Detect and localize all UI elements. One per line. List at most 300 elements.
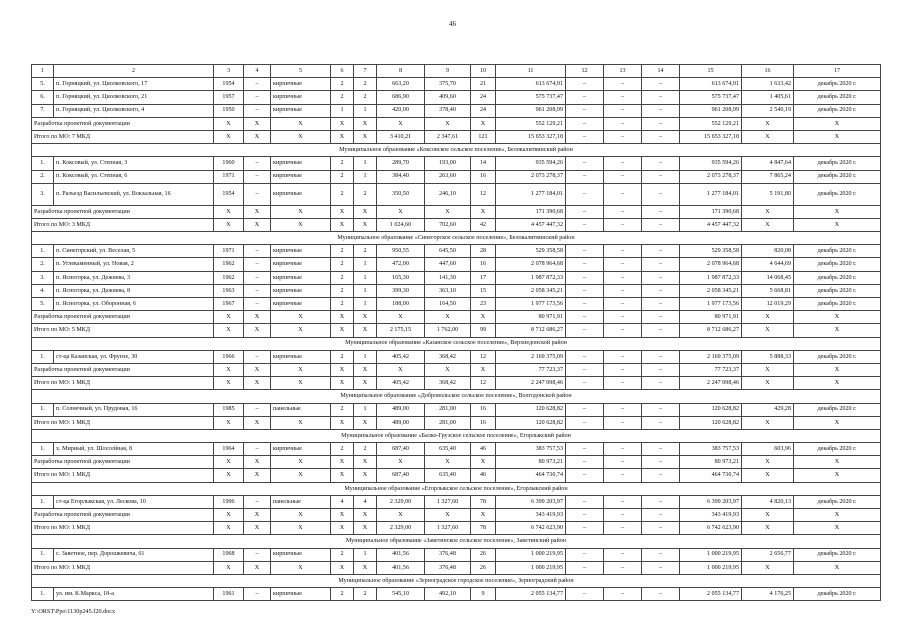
c6-cell: 2 — [331, 183, 354, 205]
c12-cell: – — [566, 284, 604, 297]
row-number-cell: 7. — [32, 104, 54, 117]
c10-cell: 15 — [471, 284, 496, 297]
c13-cell: – — [604, 130, 642, 143]
c8-cell: 472,00 — [377, 258, 425, 271]
x-cell: X — [244, 117, 271, 130]
c13-cell: – — [604, 548, 642, 561]
x-cell: X — [377, 456, 425, 469]
x-cell: X — [271, 377, 331, 390]
x-cell: X — [794, 130, 881, 143]
c6-cell: 4 — [331, 495, 354, 508]
c16-cell: 4 644,69 — [742, 258, 794, 271]
col4-cell: – — [244, 91, 271, 104]
c7-cell: 1 — [354, 157, 377, 170]
living-area-cell: 2 347,61 — [425, 130, 471, 143]
x-cell: X — [271, 561, 331, 574]
cost-cell: 77 723,37 — [496, 363, 566, 376]
col4-cell: – — [244, 258, 271, 271]
year-cell: 1960 — [214, 157, 244, 170]
building-row — [32, 350, 881, 363]
c11-cell: 6 399 203,97 — [496, 495, 566, 508]
c16-cell: 2 656,77 — [742, 548, 794, 561]
c12-cell: – — [566, 509, 604, 522]
c9-cell: 409,60 — [425, 91, 471, 104]
x-cell: X — [271, 218, 331, 231]
c16-cell: 1 405,61 — [742, 91, 794, 104]
x-cell: X — [354, 311, 377, 324]
x-cell: X — [214, 522, 244, 535]
living-area-cell: 635,40 — [425, 469, 471, 482]
cost-cell: 1 000 219,95 — [496, 561, 566, 574]
year-cell: 1967 — [214, 298, 244, 311]
subtotal-label: Итого по МО: 1 МКД — [32, 416, 214, 429]
project-docs-label: Разработка проектной документации — [32, 205, 214, 218]
x-cell: X — [742, 218, 794, 231]
deadline-cell: декабрь 2020 г. — [794, 183, 881, 205]
x-cell: X — [271, 509, 331, 522]
x-cell: X — [214, 416, 244, 429]
x-cell: X — [214, 324, 244, 337]
c8-cell: 2 329,00 — [377, 495, 425, 508]
c16-cell: 5 888,33 — [742, 350, 794, 363]
deadline-cell: декабрь 2020 г. — [794, 548, 881, 561]
c8-cell: 188,00 — [377, 298, 425, 311]
x-cell: X — [794, 117, 881, 130]
x-cell: X — [742, 311, 794, 324]
c16-cell: 5 191,80 — [742, 183, 794, 205]
c15-cell: 935 594,26 — [680, 157, 742, 170]
row-number-cell: 1. — [32, 157, 54, 170]
c12-cell: – — [566, 298, 604, 311]
deadline-cell: декабрь 2020 г. — [794, 91, 881, 104]
cost-cell: 552 129,21 — [496, 117, 566, 130]
living-area-cell: 281,00 — [425, 416, 471, 429]
building-row — [32, 495, 881, 508]
x-cell: X — [377, 311, 425, 324]
cost-cell: 4 457 447,32 — [496, 218, 566, 231]
c13-cell: – — [604, 363, 642, 376]
c7-cell: 1 — [354, 350, 377, 363]
c12-cell: – — [566, 258, 604, 271]
c13-cell: – — [604, 588, 642, 601]
x-cell: X — [794, 509, 881, 522]
col4-cell: – — [244, 443, 271, 456]
c6-cell: 2 — [331, 258, 354, 271]
wall-material-cell: кирпичные — [271, 157, 331, 170]
x-cell: X — [354, 469, 377, 482]
c7-cell: 1 — [354, 548, 377, 561]
c9-cell: 141,30 — [425, 271, 471, 284]
c6-cell: 2 — [331, 91, 354, 104]
deadline-cell: декабрь 2020 г. — [794, 298, 881, 311]
municipality-section-row — [32, 390, 881, 403]
x-cell: X — [425, 117, 471, 130]
c10-cell: 23 — [471, 298, 496, 311]
col4-cell: – — [244, 183, 271, 205]
c13-cell: – — [604, 205, 642, 218]
c11-cell: 1 977 173,56 — [496, 298, 566, 311]
c14-cell: – — [642, 205, 680, 218]
x-cell: X — [271, 469, 331, 482]
wall-material-cell: кирпичные — [271, 443, 331, 456]
c12-cell: – — [566, 245, 604, 258]
municipality-section-row — [32, 144, 881, 157]
c7-cell: 2 — [354, 183, 377, 205]
column-number-cell: 14 — [642, 65, 680, 78]
total-area-cell: 2 329,00 — [377, 522, 425, 535]
c8-cell: 289,70 — [377, 157, 425, 170]
c13-cell: – — [604, 416, 642, 429]
c12-cell: – — [566, 377, 604, 390]
x-cell: X — [271, 205, 331, 218]
row-number-cell: 3. — [32, 183, 54, 205]
x-cell: X — [354, 377, 377, 390]
x-cell: X — [244, 456, 271, 469]
living-area-cell: 376,48 — [425, 561, 471, 574]
total-cost-cell: 171 390,68 — [680, 205, 742, 218]
address-cell: п. Солнечный, ул. Прудовая, 16 — [54, 403, 214, 416]
deadline-cell: декабрь 2020 г. — [794, 170, 881, 183]
c14-cell: – — [642, 522, 680, 535]
c13-cell: – — [604, 117, 642, 130]
c14-cell: – — [642, 298, 680, 311]
c15-cell: 120 628,82 — [680, 403, 742, 416]
building-row — [32, 588, 881, 601]
x-cell: X — [794, 363, 881, 376]
wall-material-cell: панельные — [271, 403, 331, 416]
total-area-cell: 405,42 — [377, 377, 425, 390]
c8-cell: 686,90 — [377, 91, 425, 104]
subtotal-row — [32, 561, 881, 574]
x-cell: X — [244, 509, 271, 522]
building-row — [32, 403, 881, 416]
x-cell: X — [244, 311, 271, 324]
column-number-cell: 12 — [566, 65, 604, 78]
address-cell: п. Ясногорка, ул. Дежнева, 8 — [54, 284, 214, 297]
x-cell: X — [794, 561, 881, 574]
subtotal-row — [32, 377, 881, 390]
x-cell: X — [271, 456, 331, 469]
c13-cell: – — [604, 377, 642, 390]
x-cell: X — [214, 377, 244, 390]
c15-cell: 961 208,99 — [680, 104, 742, 117]
c9-cell: 375,70 — [425, 78, 471, 91]
x-cell: X — [742, 377, 794, 390]
deadline-cell: декабрь 2020 г. — [794, 271, 881, 284]
cost-cell: 464 730,74 — [496, 469, 566, 482]
x-cell: X — [214, 205, 244, 218]
x-cell: X — [471, 363, 496, 376]
c12-cell: – — [566, 588, 604, 601]
x-cell: X — [794, 377, 881, 390]
c12-cell: – — [566, 170, 604, 183]
c11-cell: 2 078 964,68 — [496, 258, 566, 271]
c14-cell: – — [642, 324, 680, 337]
c6-cell: 2 — [331, 548, 354, 561]
c8-cell: 663,20 — [377, 78, 425, 91]
deadline-cell: декабрь 2020 г. — [794, 588, 881, 601]
municipality-section-title: Муниципальное образование «Заветинское сельское поселение», Заветинский район — [32, 535, 881, 548]
column-number-cell: 16 — [742, 65, 794, 78]
address-cell: п. Разъезд Васильевский, ул. Вокзальная, 16 — [54, 183, 214, 205]
c6-cell: 2 — [331, 170, 354, 183]
c13-cell: – — [604, 245, 642, 258]
cost-cell: 8 712 686,27 — [496, 324, 566, 337]
x-cell: X — [377, 117, 425, 130]
c9-cell: 193,00 — [425, 157, 471, 170]
x-cell: X — [271, 324, 331, 337]
x-cell: X — [354, 416, 377, 429]
c13-cell: – — [604, 469, 642, 482]
c13-cell: – — [604, 456, 642, 469]
c6-cell: 2 — [331, 271, 354, 284]
x-cell: X — [742, 363, 794, 376]
row-number-cell: 5. — [32, 298, 54, 311]
column-number-row — [32, 65, 881, 78]
c9-cell: 368,42 — [425, 350, 471, 363]
x-cell: X — [214, 469, 244, 482]
c12-cell: – — [566, 271, 604, 284]
c9-cell: 447,60 — [425, 258, 471, 271]
c7-cell: 1 — [354, 284, 377, 297]
c16-cell: 14 068,45 — [742, 271, 794, 284]
year-cell: 1971 — [214, 170, 244, 183]
deadline-cell: декабрь 2020 г. — [794, 258, 881, 271]
c13-cell: – — [604, 443, 642, 456]
c12-cell: – — [566, 218, 604, 231]
c7-cell: 1 — [354, 104, 377, 117]
c15-cell: 2 058 345,21 — [680, 284, 742, 297]
x-cell: X — [742, 324, 794, 337]
year-cell: 1963 — [214, 284, 244, 297]
x-cell: X — [331, 324, 354, 337]
c13-cell: – — [604, 495, 642, 508]
c6-cell: 2 — [331, 245, 354, 258]
c16-cell: 4 847,64 — [742, 157, 794, 170]
municipality-section-row — [32, 482, 881, 495]
c10-cell: 28 — [471, 245, 496, 258]
deadline-cell: декабрь 2020 г. — [794, 443, 881, 456]
c9-cell: 492,10 — [425, 588, 471, 601]
c14-cell: – — [642, 469, 680, 482]
c13-cell: – — [604, 350, 642, 363]
c7-cell: 1 — [354, 170, 377, 183]
x-cell: X — [425, 311, 471, 324]
building-row — [32, 271, 881, 284]
building-row — [32, 548, 881, 561]
c10-cell: 46 — [471, 443, 496, 456]
c13-cell: – — [604, 183, 642, 205]
c7-cell: 2 — [354, 443, 377, 456]
column-number-cell: 5 — [271, 65, 331, 78]
x-cell: X — [354, 456, 377, 469]
living-area-cell: 1 327,60 — [425, 522, 471, 535]
municipality-section-title: Муниципальное образование «Коксовское сельское поселение», Белокалитвинский район — [32, 144, 881, 157]
total-cost-cell: 6 742 623,90 — [680, 522, 742, 535]
c14-cell: – — [642, 130, 680, 143]
c16-cell: 4 176,25 — [742, 588, 794, 601]
residents-cell: 16 — [471, 416, 496, 429]
c9-cell: 645,50 — [425, 245, 471, 258]
deadline-cell: декабрь 2020 г. — [794, 284, 881, 297]
row-number-cell: 4. — [32, 284, 54, 297]
x-cell: X — [794, 324, 881, 337]
c16-cell: 4 820,13 — [742, 495, 794, 508]
row-number-cell: 1. — [32, 245, 54, 258]
c16-cell: 12 019,29 — [742, 298, 794, 311]
x-cell: X — [794, 311, 881, 324]
c11-cell: 2 058 345,21 — [496, 284, 566, 297]
deadline-cell: декабрь 2020 г. — [794, 157, 881, 170]
cost-cell: 15 653 327,18 — [496, 130, 566, 143]
total-area-cell: 687,40 — [377, 469, 425, 482]
subtotal-label: Итого по МО: 7 МКД — [32, 130, 214, 143]
x-cell: X — [244, 218, 271, 231]
c16-cell: 429,28 — [742, 403, 794, 416]
c15-cell: 2 055 134,77 — [680, 588, 742, 601]
c14-cell: – — [642, 509, 680, 522]
c14-cell: – — [642, 284, 680, 297]
cost-cell: 80 971,91 — [496, 311, 566, 324]
x-cell: X — [214, 218, 244, 231]
x-cell: X — [331, 509, 354, 522]
total-cost-cell: 80 971,91 — [680, 311, 742, 324]
column-number-cell: 6 — [331, 65, 354, 78]
c14-cell: – — [642, 495, 680, 508]
c13-cell: – — [604, 157, 642, 170]
c8-cell: 350,50 — [377, 183, 425, 205]
column-number-cell: 4 — [244, 65, 271, 78]
c10-cell: 24 — [471, 91, 496, 104]
total-cost-cell: 120 628,82 — [680, 416, 742, 429]
x-cell: X — [425, 509, 471, 522]
wall-material-cell: кирпичные — [271, 104, 331, 117]
project-docs-row — [32, 509, 881, 522]
x-cell: X — [354, 522, 377, 535]
residents-cell: 46 — [471, 469, 496, 482]
col4-cell: – — [244, 284, 271, 297]
total-cost-cell: 1 000 219,95 — [680, 561, 742, 574]
wall-material-cell: кирпичные — [271, 183, 331, 205]
project-docs-row — [32, 311, 881, 324]
c16-cell: 1 633,42 — [742, 78, 794, 91]
c11-cell: 2 169 375,09 — [496, 350, 566, 363]
year-cell: 1968 — [214, 548, 244, 561]
c9-cell: 246,10 — [425, 183, 471, 205]
c7-cell: 2 — [354, 78, 377, 91]
c6-cell: 2 — [331, 588, 354, 601]
total-cost-cell: 8 712 686,27 — [680, 324, 742, 337]
x-cell: X — [271, 363, 331, 376]
x-cell: X — [331, 117, 354, 130]
address-cell: ул. им. К.Маркса, 18-а — [54, 588, 214, 601]
building-row — [32, 104, 881, 117]
wall-material-cell: кирпичные — [271, 245, 331, 258]
municipality-section-row — [32, 574, 881, 587]
column-number-cell: 1 — [32, 65, 54, 78]
c12-cell: – — [566, 456, 604, 469]
x-cell: X — [214, 561, 244, 574]
address-cell: п. Ясногорка, ул. Дежнева, 3 — [54, 271, 214, 284]
x-cell: X — [244, 469, 271, 482]
c15-cell: 2 073 278,37 — [680, 170, 742, 183]
c10-cell: 78 — [471, 495, 496, 508]
building-row — [32, 78, 881, 91]
subtotal-row — [32, 522, 881, 535]
deadline-cell: декабрь 2020 г. — [794, 245, 881, 258]
c9-cell: 363,10 — [425, 284, 471, 297]
c14-cell: – — [642, 218, 680, 231]
year-cell: 1957 — [214, 91, 244, 104]
c8-cell: 545,10 — [377, 588, 425, 601]
column-number-cell: 13 — [604, 65, 642, 78]
cost-cell: 171 390,68 — [496, 205, 566, 218]
cost-cell: 2 247 098,46 — [496, 377, 566, 390]
x-cell: X — [271, 416, 331, 429]
c6-cell: 2 — [331, 78, 354, 91]
col4-cell: – — [244, 104, 271, 117]
c14-cell: – — [642, 350, 680, 363]
wall-material-cell: кирпичные — [271, 588, 331, 601]
c13-cell: – — [604, 218, 642, 231]
col4-cell: – — [244, 588, 271, 601]
project-docs-label: Разработка проектной документации — [32, 311, 214, 324]
c11-cell: 1 987 872,33 — [496, 271, 566, 284]
c9-cell: 164,50 — [425, 298, 471, 311]
c14-cell: – — [642, 170, 680, 183]
x-cell: X — [354, 561, 377, 574]
x-cell: X — [244, 377, 271, 390]
c16-cell: 603,96 — [742, 443, 794, 456]
page-number: 46 — [449, 20, 456, 28]
year-cell: 1962 — [214, 258, 244, 271]
project-docs-row — [32, 456, 881, 469]
x-cell: X — [214, 130, 244, 143]
x-cell: X — [742, 522, 794, 535]
c6-cell: 2 — [331, 284, 354, 297]
total-cost-cell: 343 419,93 — [680, 509, 742, 522]
municipality-section-title: Муниципальное образование «Добровольское сельское поселение», Волгодонской район — [32, 390, 881, 403]
cost-cell: 80 973,21 — [496, 456, 566, 469]
year-cell: 1985 — [214, 403, 244, 416]
address-cell: х. Мирный, ул. Шоссейная, 8 — [54, 443, 214, 456]
c14-cell: – — [642, 403, 680, 416]
total-cost-cell: 552 129,21 — [680, 117, 742, 130]
subtotal-label: Итого по МО: 3 МКД — [32, 218, 214, 231]
subtotal-row — [32, 130, 881, 143]
municipality-section-row — [32, 535, 881, 548]
total-cost-cell: 464 730,74 — [680, 469, 742, 482]
c11-cell: 383 757,53 — [496, 443, 566, 456]
x-cell: X — [742, 205, 794, 218]
year-cell: 1962 — [214, 271, 244, 284]
row-number-cell: 1. — [32, 495, 54, 508]
living-area-cell: 1 762,00 — [425, 324, 471, 337]
x-cell: X — [271, 311, 331, 324]
c9-cell: 376,48 — [425, 548, 471, 561]
column-number-cell: 17 — [794, 65, 881, 78]
c15-cell: 1 277 184,01 — [680, 183, 742, 205]
residents-cell: 42 — [471, 218, 496, 231]
c15-cell: 2 169 375,09 — [680, 350, 742, 363]
wall-material-cell: кирпичные — [271, 271, 331, 284]
x-cell: X — [354, 205, 377, 218]
x-cell: X — [271, 522, 331, 535]
col4-cell: – — [244, 157, 271, 170]
subtotal-row — [32, 469, 881, 482]
row-number-cell: 2. — [32, 258, 54, 271]
c8-cell: 405,42 — [377, 350, 425, 363]
